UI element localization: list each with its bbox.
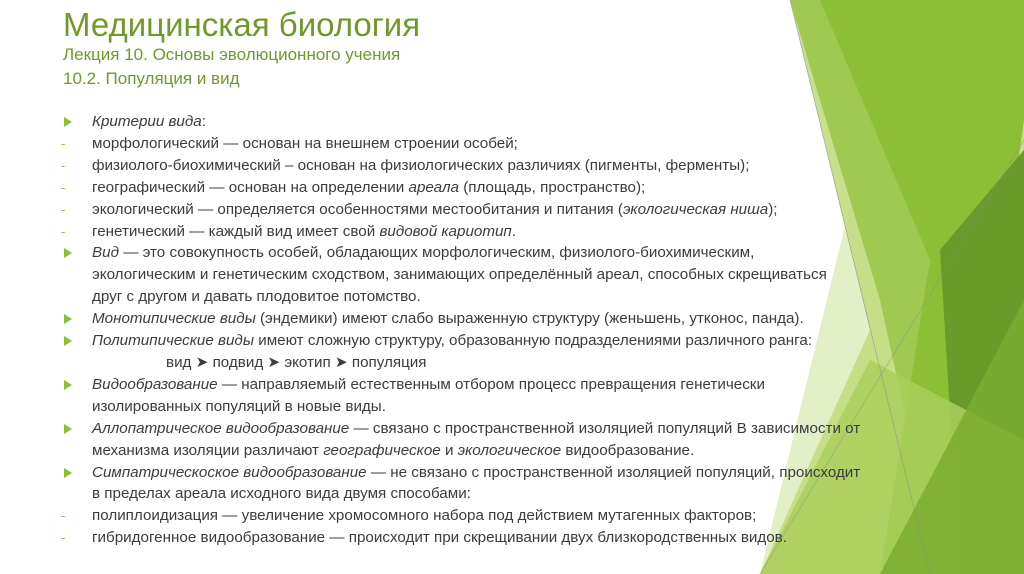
dash-bullet-icon: - [61, 508, 66, 524]
slide-body [63, 111, 943, 549]
slide-title: Медицинская биология [63, 6, 421, 43]
term-allopatric: Аллопатрическое видообразование [92, 419, 350, 437]
criterion-genetic [63, 221, 943, 243]
criterion-text: физиолого-биохимический – основан на физиологических различиях (пигменты, ферменты); [92, 156, 750, 174]
bullet-allopatric [63, 418, 943, 462]
dash-bullet-icon: - [61, 135, 66, 151]
dash-bullet-icon: - [61, 201, 66, 217]
arrow-bullet-icon [64, 380, 72, 390]
slide-subtitle-section: 10.2. Популяция и вид [63, 69, 240, 88]
criterion-physiological [63, 155, 943, 177]
criterion-ecological [63, 199, 943, 221]
criterion-text: ); [768, 200, 778, 218]
bullet-criteria [63, 111, 943, 133]
bullet-monotypic [63, 308, 943, 330]
term-sympatric: Симпатрическоское видообразование [92, 463, 367, 481]
way-hybridogenic [63, 527, 943, 549]
arrow-bullet-icon [64, 336, 72, 346]
term-geographical: географическое [323, 441, 441, 459]
definition-line-1: — это совокупность особей, обладающих морфологическим, физиолого-биохимическим, [118, 244, 755, 262]
criterion-geographical [63, 177, 943, 199]
arrow-bullet-icon [64, 248, 72, 258]
criterion-text: (площадь, пространство); [458, 178, 646, 196]
definition-line-2: экологическим и генетическим сходством, занимающих определённый ареал, способных скрещиваться [92, 266, 827, 284]
criterion-morphological [63, 133, 943, 155]
way-text: полиплоидизация — увеличение хромосомного набора под действием мутагенных факторов; [92, 507, 757, 525]
criterion-text: географический — основан на определении [92, 178, 409, 196]
arrow-bullet-icon [64, 424, 72, 434]
bullet-species-definition [63, 242, 943, 308]
allopatric-line-2: механизма изоляции различают [92, 441, 324, 459]
allopatric-conjunction: и [440, 441, 458, 459]
criterion-text: генетический — каждый вид имеет свой [92, 222, 380, 240]
bullet-sympatric [63, 462, 943, 506]
term-polytypic: Политипические виды [92, 332, 254, 350]
definition-line-3: друг с другом и давать плодовитое потомство. [92, 288, 421, 306]
criterion-text: . [511, 222, 517, 240]
criteria-colon: : [201, 113, 206, 130]
polytypic-text: имеют сложную структуру, образованную подразделениями различного ранга: [254, 332, 813, 350]
way-text: гибридогенное видообразование — происходит при скрещивании двух близкородственных видов. [92, 529, 787, 547]
dash-bullet-icon: - [61, 179, 66, 195]
criterion-text: морфологический — основан на внешнем строении особей; [92, 134, 518, 152]
sympatric-line-1: — не связано с пространственной изоляцией популяций, происходит [366, 463, 861, 481]
term-karyotype: видовой кариотип [379, 222, 512, 240]
dash-bullet-icon: - [61, 223, 66, 239]
arrow-bullet-icon [64, 117, 72, 127]
term-ecological: экологическое [457, 441, 562, 459]
speciation-line-2: изолированных популяций в новые виды. [92, 397, 386, 415]
term-niche: экологическая ниша [622, 200, 769, 218]
term-monotypic: Монотипические виды [92, 310, 256, 328]
way-polyploidization [63, 505, 943, 527]
monotypic-text: (эндемики) имеют слабо выраженную структуру (женьшень, утконос, панда). [255, 310, 804, 328]
criterion-text: экологический — определяется особенностями местообитания и питания ( [92, 200, 623, 218]
allopatric-line-1: — связано с пространственной изоляцией популяций В зависимости от [349, 419, 861, 437]
term-species: Вид [92, 244, 119, 262]
criteria-heading: Критерии вида [92, 113, 202, 130]
bullet-speciation [63, 374, 943, 418]
dash-bullet-icon: - [61, 530, 66, 546]
term-areal: ареала [408, 178, 459, 196]
bullet-polytypic [63, 330, 943, 352]
term-speciation: Видообразование [92, 375, 218, 393]
hierarchy-chain: вид ➤ подвид ➤ экотип ➤ популяция [166, 353, 427, 371]
allopatric-line-2-end: видообразование. [561, 441, 695, 459]
slide-subtitle-lecture: Лекция 10. Основы эволюционного учения [63, 45, 401, 64]
arrow-bullet-icon [64, 468, 72, 478]
speciation-line-1: — направляемый естественным отбором процесс превращения генетически [217, 375, 765, 393]
sympatric-line-2: в пределах ареала исходного вида двумя способами: [92, 485, 471, 503]
dash-bullet-icon: - [61, 157, 66, 173]
arrow-bullet-icon [64, 314, 72, 324]
